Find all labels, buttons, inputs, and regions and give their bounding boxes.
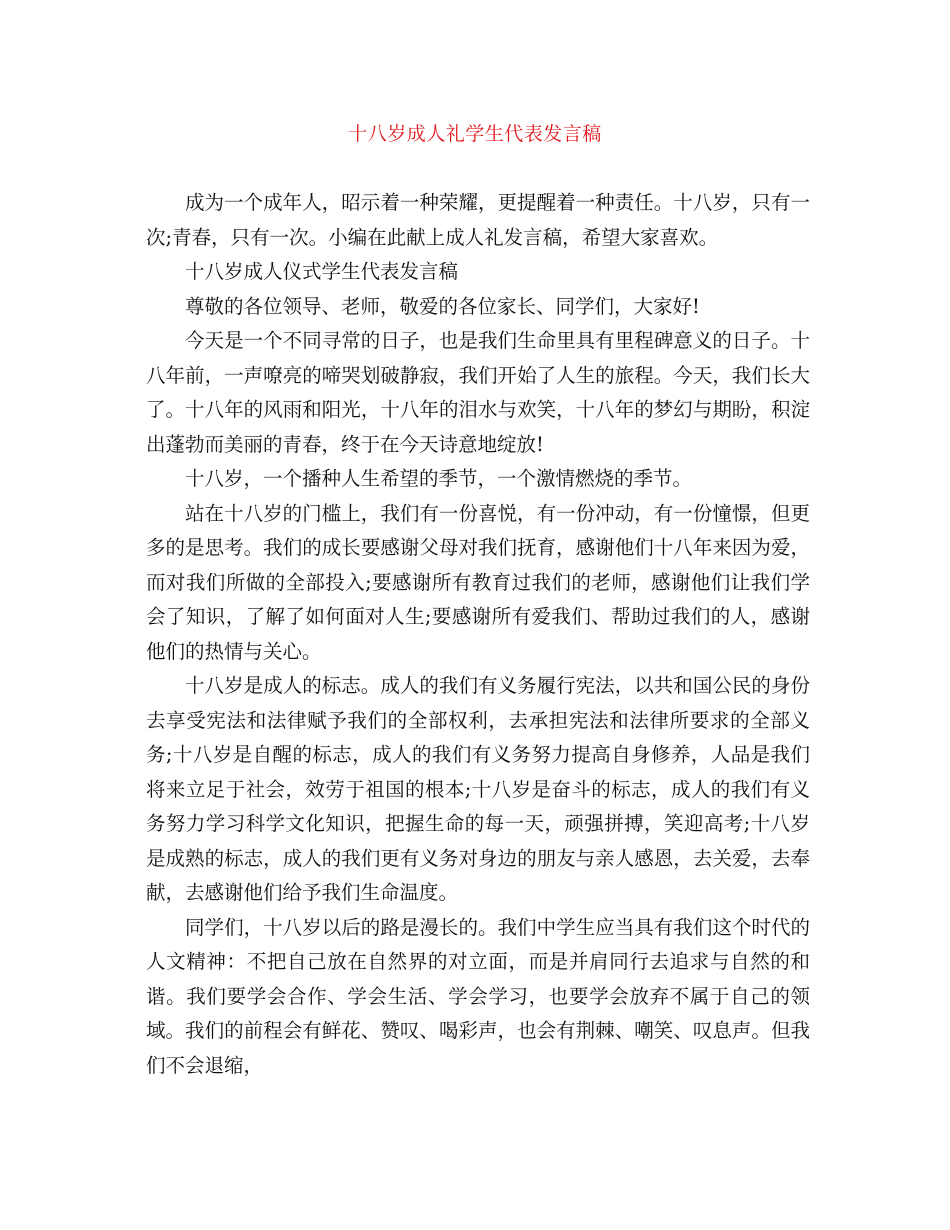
paragraph-intro: 成为一个成年人，昭示着一种荣耀，更提醒着一种责任。十八岁，只有一次;青春，只有一次。小编在此献上成人礼发言稿，希望大家喜欢。 xyxy=(146,191,810,249)
paragraph: 十八岁是成人的标志。成人的我们有义务履行宪法，以共和国公民的身份去享受宪法和法律赋予我们的全部权利，去承担宪法和法律所要求的全部义务;十八岁是自醒的标志，成人的我们有义务努力提高自身修养，人品是我们将来立足于社会，效劳于祖国的根本;十八岁是奋斗的标志，成人的我们有义务努力学习科学文化知识，把握生命的每一天，顽强拼搏，笑迎高考;十八岁是成熟的标志，成人的我们更有义务对身边的朋友与亲人感恩，去关爱，去奉献，去感谢他们给予我们生命温度。 xyxy=(146,674,810,904)
paragraph-subtitle: 十八岁成人仪式学生代表发言稿 xyxy=(185,260,459,283)
document-title: 十八岁成人礼学生代表发言稿 xyxy=(348,123,602,145)
paragraph: 站在十八岁的门槛上，我们有一份喜悦，有一份冲动，有一份憧憬，但更多的是思考。我们的成长要感谢父母对我们抚育，感谢他们十八年来因为爱，而对我们所做的全部投入;要感谢所有教育过我们的老师，感谢他们让我们学会了知识，了解了如何面对人生;要感谢所有爱我们、帮助过我们的人，感谢他们的热情与关心。 xyxy=(146,501,810,663)
paragraph-greeting: 尊敬的各位领导、老师，敬爱的各位家长、同学们，大家好! xyxy=(185,294,700,318)
paragraph: 十八岁，一个播种人生希望的季节，一个激情燃烧的季节。 xyxy=(185,467,693,490)
paragraph: 同学们，十八岁以后的路是漫长的。我们中学生应当具有我们这个时代的人文精神：不把自己放在自然界的对立面，而是并肩同行去追求与自然的和谐。我们要学会合作、学会生活、学会学习，也要学会放弃不属于自己的领域。我们的前程会有鲜花、赞叹、喝彩声，也会有荆棘、嘲笑、叹息声。但我们不会退缩， xyxy=(146,915,810,1077)
paragraph: 今天是一个不同寻常的日子，也是我们生命里具有里程碑意义的日子。十八年前，一声嘹亮的啼哭划破静寂，我们开始了人生的旅程。今天，我们长大了。十八年的风雨和阳光，十八年的泪水与欢笑，十八年的梦幻与期盼，积淀出蓬勃而美丽的青春，终于在今天诗意地绽放! xyxy=(146,329,810,456)
document-body xyxy=(146,186,810,1083)
